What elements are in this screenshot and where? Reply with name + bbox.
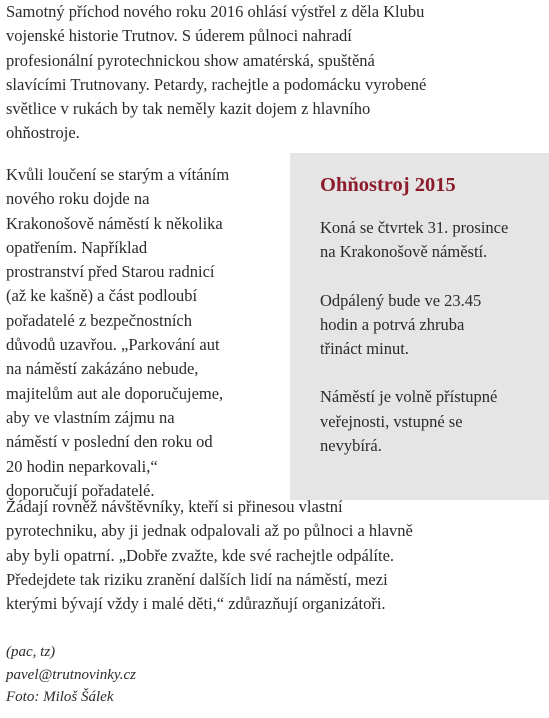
info-box-paragraph bbox=[320, 289, 535, 362]
text-line: nevybírá. bbox=[320, 436, 382, 456]
text-line: Krakonošově náměstí k několika bbox=[6, 213, 223, 233]
text-line: ohňostroje. bbox=[6, 123, 80, 143]
text-line: Samotný příchod nového roku 2016 ohlásí výstřel z děla Klubu bbox=[6, 2, 425, 21]
text-line: na náměstí zakázáno nebude, bbox=[6, 359, 199, 379]
text-line: majitelům aut ale doporučujeme, bbox=[6, 383, 224, 403]
text-line: Žádají rovněž návštěvníky, kteří si přinesou vlastní bbox=[6, 497, 343, 516]
text-line: důvodů uzavřou. „Parkování aut bbox=[6, 335, 220, 355]
article-credits bbox=[6, 641, 136, 709]
text-line: kterými bývají vždy i malé děti,“ zdůrazňují organizátoři. bbox=[6, 594, 386, 614]
text-line: Odpálený bude ve 23.45 bbox=[320, 290, 482, 310]
text-line: pyrotechniku, aby ji jednak odpalovali až po půlnoci a hlavně bbox=[6, 521, 413, 541]
text-line: nového roku dojde na bbox=[6, 189, 150, 209]
info-box-paragraph bbox=[320, 216, 535, 265]
visitors-paragraph bbox=[6, 495, 536, 616]
text-line: pořadatelé z bezpečnostních bbox=[6, 310, 192, 330]
text-line: 20 hodin neparkovali,“ bbox=[6, 456, 158, 476]
info-box bbox=[290, 153, 549, 500]
text-line: slavícími Trutnovany. Petardy, rachejtle a podomácku vyrobené bbox=[6, 74, 427, 94]
text-line: (až ke kašně) a část podloubí bbox=[6, 286, 198, 306]
text-line: opatřením. Například bbox=[6, 237, 148, 257]
photo-credit: Foto: Miloš Šálek bbox=[6, 689, 114, 705]
text-line: Koná se čtvrtek 31. prosince bbox=[320, 218, 509, 237]
text-line: na Krakonošově náměstí. bbox=[320, 242, 488, 262]
intro-paragraph bbox=[6, 0, 526, 146]
text-line: profesionální pyrotechnickou show amatérská, spuštěná bbox=[6, 50, 375, 70]
info-box-paragraph bbox=[320, 385, 535, 458]
author-email: pavel@trutnovinky.cz bbox=[6, 666, 137, 683]
text-line: aby ve vlastním zájmu na bbox=[6, 407, 175, 427]
text-line: Předejdete tak riziku zranění dalších lidí na náměstí, mezi bbox=[6, 569, 388, 589]
closure-paragraph bbox=[6, 163, 278, 503]
text-line: veřejnosti, vstupné se bbox=[320, 411, 463, 431]
text-line: světlice v rukách by tak neměly kazit dojem z hlavního bbox=[6, 99, 371, 119]
text-line: aby byli opatrní. „Dobře zvažte, kde své rachejtle odpálíte. bbox=[6, 545, 395, 565]
source-credit: (pac, tz) bbox=[6, 644, 56, 660]
text-line: prostranství před Starou radnicí bbox=[6, 262, 215, 282]
text-line: Kvůli loučení se starým a vítáním bbox=[6, 165, 230, 184]
text-line: hodin a potrvá zhruba bbox=[320, 314, 465, 334]
info-box-title: Ohňostroj 2015 bbox=[320, 174, 456, 196]
text-line: vojenské historie Trutnov. S úderem půlnoci nahradí bbox=[6, 26, 352, 46]
text-line: třináct minut. bbox=[320, 339, 409, 359]
text-line: náměstí v poslední den roku od bbox=[6, 432, 213, 452]
text-line: doporučují pořadatelé. bbox=[6, 480, 155, 500]
text-line: Náměstí je volně přístupné bbox=[320, 387, 498, 407]
